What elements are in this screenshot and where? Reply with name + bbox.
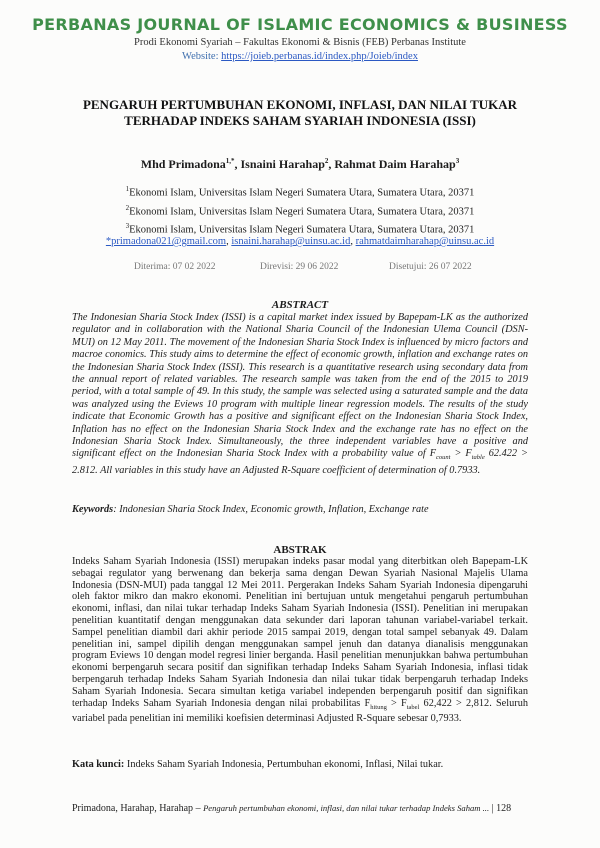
journal-title: PERBANAS JOURNAL OF ISLAMIC ECONOMICS & BUSINESS xyxy=(32,15,568,34)
keywords-label: Keywords xyxy=(72,504,114,515)
abstract-text: > F xyxy=(450,448,472,460)
journal-website xyxy=(0,51,600,62)
abstrak-text: Indeks Saham Syariah Indonesia (ISSI) merupakan indeks pasar modal yang diterbitkan oleh Bapepam-LK sebagai regulator yang berwenang dan bekerja sama dengan Dewan Syariah Nasional Majelis Ulama Indonesia (DSN-MUI) pada tanggal 12 Mei 2011. Pergerakan Indeks Saham Syariah Indonesia dipengaruhi oleh faktor mikro dan makro ekonomi. Penelitian ini bertujuan untuk mengetahui pengaruh pertumbuhan ekonomi, inflasi, dan nilai tukar terhadap Indeks Saham Syariah Indonesia (ISSI). Penelitian ini merupakan penelitian kuantitatif dengan menggunakan data sekunder dari laporan tahunan variabel-variabel terkait. Sampel penelitian diambil dari akhir periode 2015 sampai 2019, dengan total sampel sebanyak 49. Dalam penelitian ini, sampel dipilih dengan menggunakan sampel jenuh dan datanya dianalisis menggunakan program Eviews 10 dengan model regresi linier berganda. Hasil penelitian menunjukkan bahwa pertumbuhan ekonomi berpengaruh secara positif dan signifikan terhadap Indeks Saham Syariah Indonesia, inflasi tidak berpengaruh terhadap Indeks Saham Syariah Indonesia dan nilai tukar tidak berpengaruh terhadap Indeks Saham Syariah Indonesia. Secara simultan ketiga variabel independen berpengaruh positif dan signifikan terhadap Indeks Saham Syariah Indonesia dengan nilai probabilitas F xyxy=(72,556,528,709)
email-link[interactable]: isnaini.harahap@uinsu.ac.id xyxy=(231,236,351,247)
keywords-english xyxy=(72,504,528,515)
subscript: tabel xyxy=(406,703,420,711)
footer-page-number: | 128 xyxy=(489,803,512,814)
affiliation-superscript: 2 xyxy=(125,203,130,212)
affiliation-text: Ekonomi Islam, Universitas Islam Negeri Sumatera Utara, Sumatera Utara, 20371 xyxy=(129,187,475,199)
kata-kunci-label: Kata kunci: xyxy=(72,759,125,770)
affiliation-list xyxy=(0,182,600,238)
affiliation-text: Ekonomi Islam, Universitas Islam Negeri Sumatera Utara, Sumatera Utara, 20371 xyxy=(129,224,475,236)
subscript: table xyxy=(471,454,485,462)
received-date: Diterima: 07 02 2022 xyxy=(134,262,216,272)
keywords-indonesian xyxy=(72,759,528,770)
abstrak-text: > F xyxy=(386,697,407,709)
author-list xyxy=(0,157,600,172)
abstrak-heading: ABSTRAK xyxy=(273,544,327,556)
footer-authors: Primadona, Harahap, Harahap xyxy=(72,803,194,814)
affiliation-text: Ekonomi Islam, Universitas Islam Negeri Sumatera Utara, Sumatera Utara, 20371 xyxy=(129,206,475,217)
abstract-english xyxy=(72,312,528,477)
author-name: Mhd Primadona xyxy=(140,157,226,171)
affiliation xyxy=(0,201,600,220)
email-link[interactable]: primadona021@gmail.com xyxy=(111,236,227,247)
subscript: count xyxy=(436,454,451,462)
affiliation xyxy=(0,219,600,238)
subscript: hitung xyxy=(370,703,387,711)
journal-subtitle: Prodi Ekonomi Syariah – Fakultas Ekonomi & Bisnis (FEB) Perbanas Institute xyxy=(134,37,466,48)
keywords-text: : Indonesian Sharia Stock Index, Economic growth, Inflation, Exchange rate xyxy=(113,504,429,515)
website-label: Website: xyxy=(182,51,222,62)
footer-title: Pengaruh pertumbuhan ekonomi, inflasi, dan nilai tukar terhadap Indeks Saham ... xyxy=(203,803,490,813)
author-superscript: 1,* xyxy=(225,157,235,165)
author-name: Isnaini Harahap xyxy=(240,157,325,171)
abstrak-text: 62,422 > 2,812. Seluruh variabel pada penelitian ini memiliki koefisien determinasi Adjusted R-Square sebesar 0,7933. xyxy=(72,697,528,725)
abstract-text: The Indonesian Sharia Stock Index (ISSI) is a capital market index issued by Bapepam-LK as the authorized regulator and in collaboration with the National Sharia Council of the Indonesian Ulema Council (DSN-MUI) on 12 May 2011. The movement of the Indonesian Sharia Stock Index is influenced by micro factors and macroe conomics. This study aims to determine the effect of economic growth, inflation and exchange rates on the Indonesian Sharia Stock Index (ISSI). This research is a quantitative research using secondary data from the annual report of related variables. The research sample was taken from the end of the 2015 to 2019 period, with a total sample of 49. In this study, the sample was selected using a saturated sample and the data was analyzed using the Eviews 10 program with multiple linear regression models. The results of the study indicate that Economic Growth has a positive and significant effect on the Indonesian Sharia Stock Index, Inflation has no effect on the Indonesian Sharia Stock Index and the exchange rate has no effect on the Indonesian Sharia Stock Index. Simultaneously, the three independent variables have a positive and significant effect on the Indonesian Sharia Stock Index with a probability value of F xyxy=(72,312,528,460)
accepted-date: Disetujui: 26 07 2022 xyxy=(389,262,472,272)
website-link[interactable]: https://joieb.perbanas.id/index.php/Joieb/index xyxy=(221,51,418,62)
author-name: Rahmat Daim Harahap xyxy=(334,157,456,171)
abstract-heading: ABSTRACT xyxy=(271,299,329,311)
email-link[interactable]: rahmatdaimharahap@uinsu.ac.id xyxy=(355,236,495,247)
email-separator: , xyxy=(350,236,356,247)
email-prefix: * xyxy=(105,236,112,247)
affiliation-superscript: 3 xyxy=(125,222,130,230)
author-separator: , xyxy=(328,157,335,171)
affiliation xyxy=(0,182,600,201)
affiliation-superscript: 1 xyxy=(125,185,130,193)
author-superscript: 3 xyxy=(455,157,460,165)
page-footer xyxy=(72,803,511,814)
footer-dash: – xyxy=(193,803,204,814)
kata-kunci-text: Indeks Saham Syariah Indonesia, Pertumbuhan ekonomi, Inflasi, Nilai tukar. xyxy=(124,759,444,770)
abstract-indonesian xyxy=(72,556,528,725)
author-separator: , xyxy=(234,157,241,171)
author-superscript: 2 xyxy=(324,157,329,165)
article-title: PENGARUH PERTUMBUHAN EKONOMI, INFLASI, DAN NILAI TUKAR TERHADAP INDEKS SAHAM SYARIAH INDONESIA (ISSI) xyxy=(82,97,518,128)
email-list xyxy=(0,236,600,247)
abstract-text: 62.422 > 2.812. All variables in this study have an Adjusted R-Square coefficient of determination of 0.7933. xyxy=(72,448,528,476)
email-separator: , xyxy=(226,236,232,247)
revised-date: Direvisi: 29 06 2022 xyxy=(260,262,339,272)
